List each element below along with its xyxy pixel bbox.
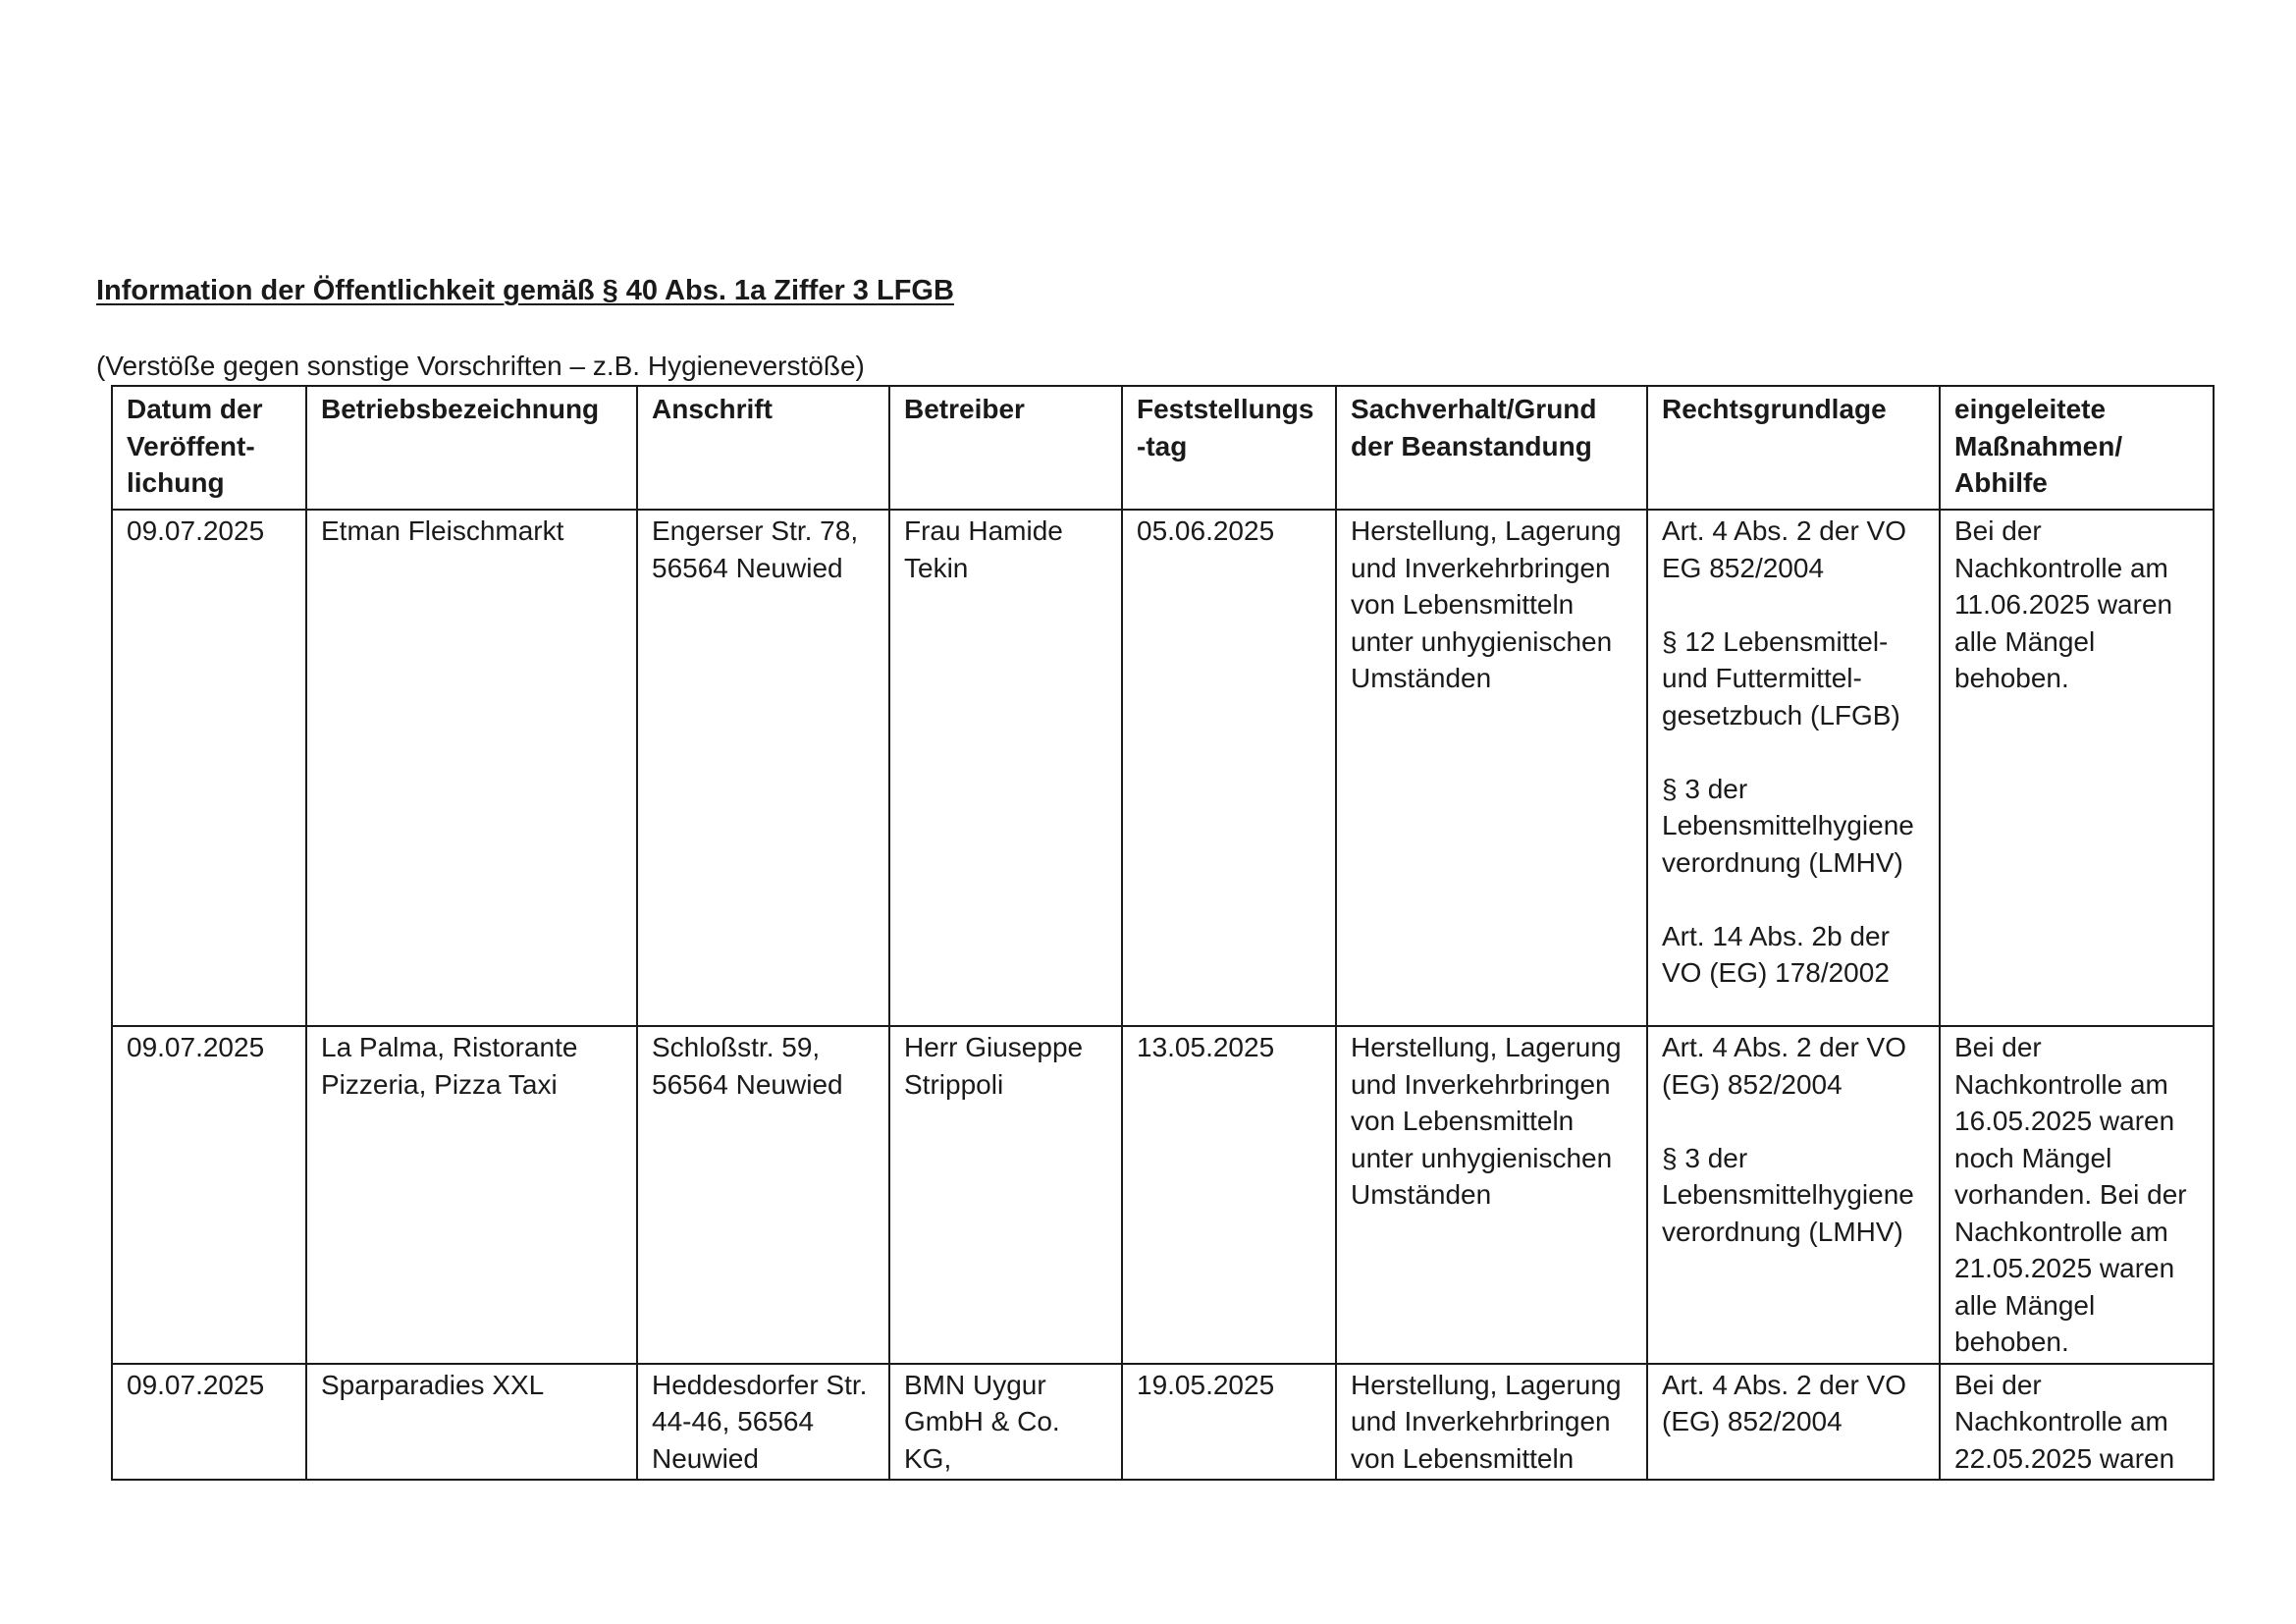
header-measures: eingeleitete Maßnahmen/ Abhilfe (1940, 386, 2214, 510)
cell-address: Schloßstr. 59, 56564 Neuwied (637, 1026, 889, 1364)
cell-finding-date: 13.05.2025 (1122, 1026, 1336, 1364)
page-subtitle: (Verstöße gegen sonstige Vorschriften – z.B. Hygieneverstöße) (96, 351, 865, 381)
cell-business-name: La Palma, Ristorante Pizzeria, Pizza Taxi (306, 1026, 637, 1364)
header-address: Anschrift (637, 386, 889, 510)
cell-publication-date: 09.07.2025 (112, 510, 306, 1026)
cell-issue: Herstellung, Lagerung und Inverkehrbringen von Lebensmitteln unter unhygienischen Umständen (1336, 510, 1647, 1026)
cell-finding-date: 05.06.2025 (1122, 510, 1336, 1026)
header-operator: Betreiber (889, 386, 1122, 510)
cell-measures: Bei der Nachkontrolle am 11.06.2025 waren alle Mängel behoben. (1940, 510, 2214, 1026)
cell-business-name: Sparparadies XXL (306, 1364, 637, 1481)
cell-publication-date: 09.07.2025 (112, 1364, 306, 1481)
cell-finding-date: 19.05.2025 (1122, 1364, 1336, 1481)
header-finding-date: Feststellungs -tag (1122, 386, 1336, 510)
cell-business-name: Etman Fleischmarkt (306, 510, 637, 1026)
cell-legal-basis: Art. 4 Abs. 2 der VO (EG) 852/2004 (1647, 1364, 1940, 1481)
page-title: Information der Öffentlichkeit gemäß § 40 Abs. 1a Ziffer 3 LFGB (96, 275, 954, 306)
cell-legal-basis: Art. 4 Abs. 2 der VO EG 852/2004 § 12 Lebensmittel- und Futtermittel- gesetzbuch (LFGB) § 3 der Lebensmittelhygiene verordnung (LMHV) Art. 14 Abs. 2b der VO (EG) 178/2002 (1647, 510, 1940, 1026)
cell-issue: Herstellung, Lagerung und Inverkehrbringen von Lebensmitteln unter unhygienischen Umständen (1336, 1026, 1647, 1364)
violations-table (111, 385, 2215, 1481)
header-legal-basis: Rechtsgrundlage (1647, 386, 1940, 510)
cell-address: Engerser Str. 78, 56564 Neuwied (637, 510, 889, 1026)
cell-issue: Herstellung, Lagerung und Inverkehrbringen von Lebensmitteln (1336, 1364, 1647, 1481)
cell-measures: Bei der Nachkontrolle am 16.05.2025 waren noch Mängel vorhanden. Bei der Nachkontrolle am 21.05.2025 waren alle Mängel behoben. (1940, 1026, 2214, 1364)
cell-operator: BMN Uygur GmbH & Co. KG, (889, 1364, 1122, 1481)
cell-legal-basis: Art. 4 Abs. 2 der VO (EG) 852/2004 § 3 der Lebensmittelhygiene verordnung (LMHV) (1647, 1026, 1940, 1364)
table-header-row (112, 386, 2214, 510)
table-row (112, 1026, 2214, 1364)
cell-operator: Frau Hamide Tekin (889, 510, 1122, 1026)
table-row (112, 1364, 2214, 1481)
table-row (112, 510, 2214, 1026)
header-issue: Sachverhalt/Grund der Beanstandung (1336, 386, 1647, 510)
header-business-name: Betriebsbezeichnung (306, 386, 637, 510)
cell-measures: Bei der Nachkontrolle am 22.05.2025 waren (1940, 1364, 2214, 1481)
cell-publication-date: 09.07.2025 (112, 1026, 306, 1364)
header-publication-date: Datum der Veröffent- lichung (112, 386, 306, 510)
cell-address: Heddesdorfer Str. 44-46, 56564 Neuwied (637, 1364, 889, 1481)
cell-operator: Herr Giuseppe Strippoli (889, 1026, 1122, 1364)
